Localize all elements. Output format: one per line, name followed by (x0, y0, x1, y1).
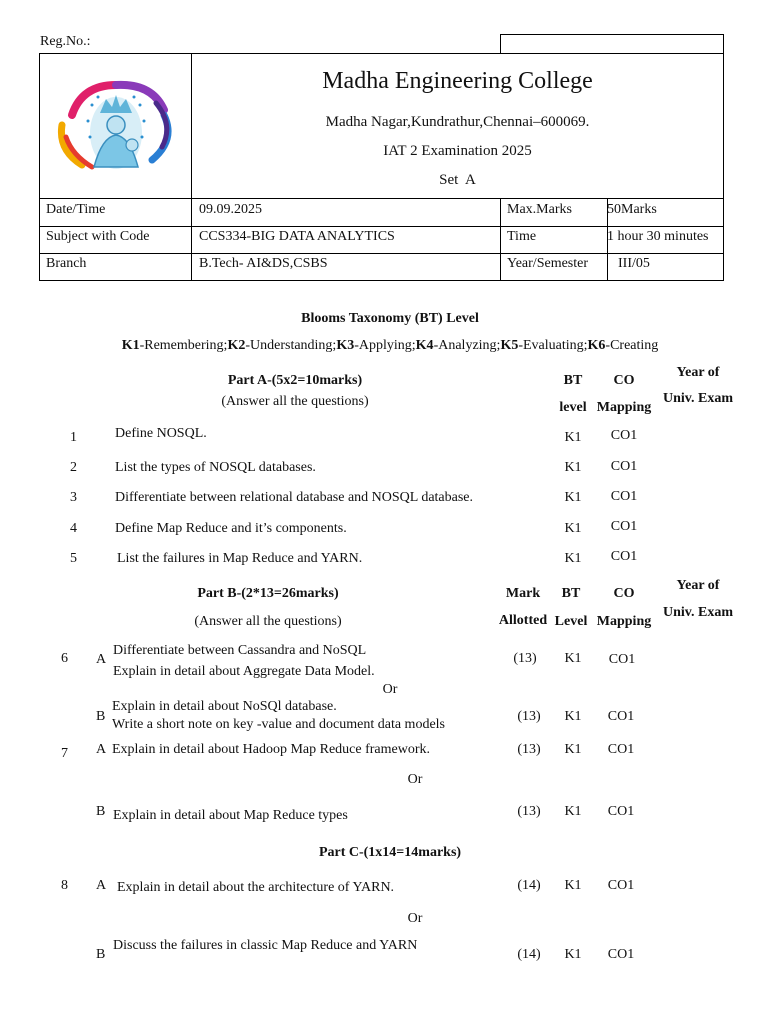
question-bt: K1 (564, 430, 582, 445)
question-number: 2 (70, 460, 77, 475)
part-a-title: Part A-(5x2=10marks) (227, 373, 363, 388)
part-b-subtitle: (Answer all the questions) (194, 614, 342, 629)
question-text: List the types of NOSQL databases. (115, 460, 316, 475)
question-7b-co: CO1 (607, 804, 635, 819)
question-7b-text: Explain in detail about Map Reduce types (113, 808, 348, 823)
question-7b-bt: K1 (564, 804, 582, 819)
max-marks-value: 50Marks (607, 202, 657, 217)
question-7a-bt: K1 (564, 742, 582, 757)
question-8a-bt: K1 (564, 878, 582, 893)
question-6b-line2: Write a short note on key -value and document data models (112, 717, 445, 732)
level-k5: K5 (500, 338, 519, 353)
question-6-number: 6 (61, 651, 68, 666)
question-6a-line1: Differentiate between Cassandra and NoSQL (113, 643, 367, 658)
college-name: Madha Engineering College (322, 68, 593, 94)
part-c-title: Part C-(1x14=14marks) (318, 845, 462, 860)
question-6a-label: A (96, 652, 107, 667)
part-a-subtitle: (Answer all the questions) (221, 394, 369, 409)
part-a-year-header: Year of (676, 365, 720, 380)
level-k2: K2 (227, 338, 246, 353)
date-label: Date/Time (46, 202, 106, 217)
question-text: Define NOSQL. (115, 426, 207, 441)
question-7b-mark: (13) (517, 804, 541, 819)
part-b-year-header: Year of (676, 578, 720, 593)
date-value: 09.09.2025 (199, 202, 262, 217)
part-b-title: Part B-(2*13=26marks) (197, 586, 339, 601)
question-6b-mark: (13) (517, 709, 541, 724)
part-b-mark-header: Mark (505, 586, 541, 601)
part-b-co-header: CO (613, 586, 635, 601)
question-6a-co: CO1 (608, 652, 636, 667)
question-7a-text: Explain in detail about Hadoop Map Reduce framework. (112, 742, 431, 757)
question-8-number: 8 (61, 878, 68, 893)
question-bt: K1 (564, 460, 582, 475)
question-co: CO1 (610, 549, 638, 564)
subject-label: Subject with Code (46, 229, 150, 244)
question-7a-co: CO1 (607, 742, 635, 757)
year-semester-value: III/05 (618, 256, 650, 271)
part-b-co-header-2: Mapping (596, 614, 652, 629)
reg-no-box[interactable] (500, 34, 724, 53)
level-k1: K1 (121, 338, 140, 353)
part-b-mark-header-2: Allotted (498, 613, 548, 628)
question-6a-mark: (13) (513, 651, 537, 666)
question-8a-text: Explain in detail about the architecture of YARN. (117, 880, 395, 895)
college-logo-icon (52, 75, 180, 175)
question-7a-mark: (13) (517, 742, 541, 757)
question-7a-label: A (96, 742, 107, 757)
college-address: Madha Nagar,Kundrathur,Chennai–600069. (325, 114, 590, 130)
question-bt: K1 (564, 490, 582, 505)
question-8b-label: B (96, 947, 106, 962)
question-7b-label: B (96, 804, 106, 819)
max-marks-label: Max.Marks (507, 202, 572, 217)
exam-title: IAT 2 Examination 2025 (383, 143, 532, 159)
question-8a-label: A (96, 878, 107, 893)
question-text: List the failures in Map Reduce and YARN. (117, 551, 363, 566)
question-number: 1 (70, 430, 77, 445)
question-7-or: Or (407, 772, 423, 787)
question-co: CO1 (610, 489, 638, 504)
question-text: Differentiate between relational database and NOSQL database. (115, 490, 474, 505)
time-label: Time (507, 229, 537, 244)
question-6b-bt: K1 (564, 709, 582, 724)
question-bt: K1 (564, 551, 582, 566)
question-6-or: Or (382, 682, 398, 697)
blooms-levels: K1-Remembering;K2-Understanding;K3-Applying;K4-Analyzing;K5-Evaluating;K6-Creating (121, 338, 659, 353)
part-b-bt-header-2: Level (554, 614, 588, 629)
time-value: 1 hour 30 minutes (607, 229, 709, 244)
question-6b-co: CO1 (607, 709, 635, 724)
part-a-bt-header: BT (563, 373, 583, 388)
reg-no-label: Reg.No.: (40, 34, 91, 49)
blooms-title: Blooms Taxonomy (BT) Level (301, 311, 479, 326)
question-6a-bt: K1 (564, 651, 582, 666)
question-8b-mark: (14) (517, 947, 541, 962)
level-k6: K6 (587, 338, 606, 353)
question-co: CO1 (610, 519, 638, 534)
question-number: 4 (70, 521, 77, 536)
question-6b-line1: Explain in detail about NoSQl database. (112, 699, 337, 714)
question-8a-mark: (14) (517, 878, 541, 893)
part-a-bt-header-2: level (559, 400, 587, 415)
part-a-co-header: CO (613, 373, 635, 388)
question-8b-bt: K1 (564, 947, 582, 962)
level-k4: K4 (415, 338, 434, 353)
question-co: CO1 (610, 428, 638, 443)
branch-value: B.Tech- AI&DS,CSBS (199, 256, 328, 271)
question-6a-line2: Explain in detail about Aggregate Data Model. (113, 664, 375, 679)
question-8a-co: CO1 (607, 878, 635, 893)
subject-value: CCS334-BIG DATA ANALYTICS (199, 229, 395, 244)
question-8b-co: CO1 (607, 947, 635, 962)
question-text: Define Map Reduce and it’s components. (115, 521, 347, 536)
question-bt: K1 (564, 521, 582, 536)
question-number: 5 (70, 551, 77, 566)
set-label: Set A (439, 172, 476, 188)
part-a-co-header-2: Mapping (596, 400, 652, 415)
question-6b-label: B (96, 709, 106, 724)
level-k3: K3 (336, 338, 355, 353)
part-a-year-header-2: Univ. Exam (662, 391, 733, 406)
part-b-bt-header: BT (561, 586, 581, 601)
question-8-or: Or (407, 911, 423, 926)
question-co: CO1 (610, 459, 638, 474)
question-7-number: 7 (61, 746, 68, 761)
part-b-year-header-2: Univ. Exam (662, 605, 733, 620)
branch-label: Branch (46, 256, 87, 271)
year-semester-label: Year/Semester (507, 256, 589, 271)
question-number: 3 (70, 490, 77, 505)
question-8b-text: Discuss the failures in classic Map Reduce and YARN (113, 938, 418, 953)
